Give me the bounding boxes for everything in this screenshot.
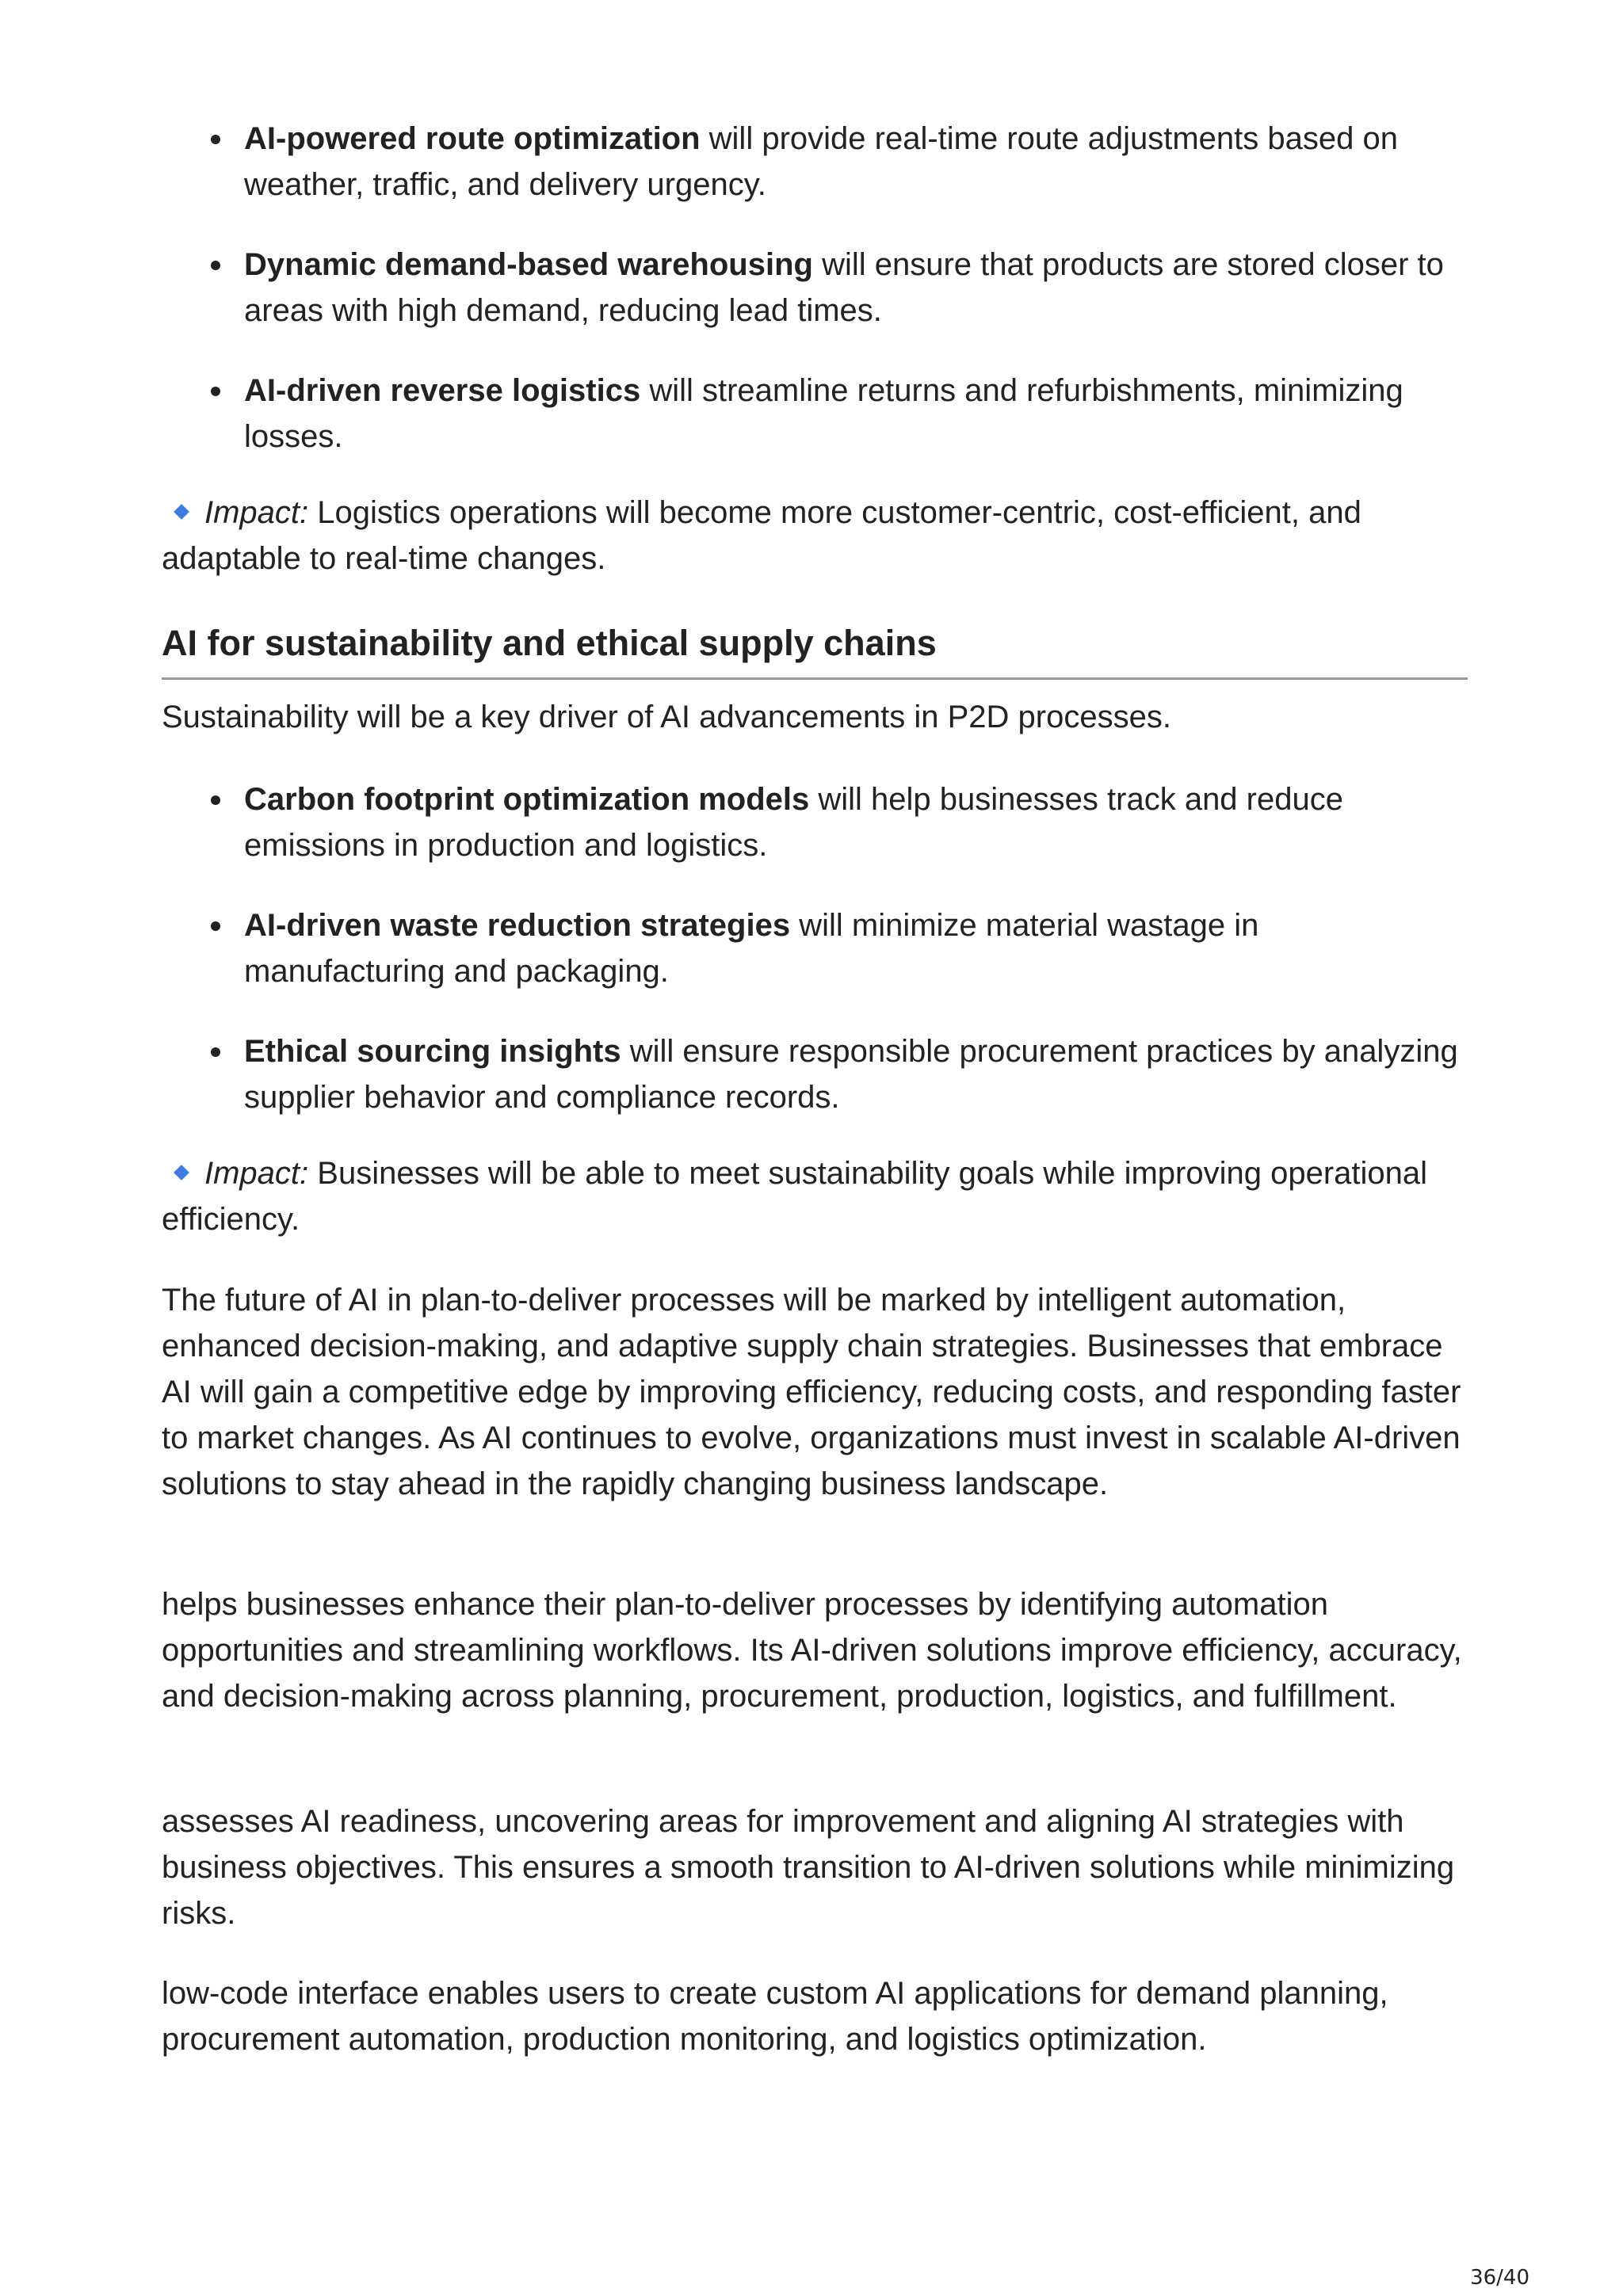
heading-divider xyxy=(162,677,1468,680)
impact-sustainability xyxy=(162,1150,1468,1242)
list-item xyxy=(162,776,1468,868)
helps-paragraph: helps businesses enhance their plan-to-deliver processes by identifying automation opportunities and streamlining workflows. Its AI-driven solutions improve efficiency, accuracy, and decision-making across planning, procurement, production, logistics, and fulfillment. xyxy=(162,1587,1462,1714)
bullet-term: AI-driven waste reduction strategies xyxy=(244,908,791,943)
impact-logistics xyxy=(162,490,1468,582)
section-heading: AI for sustainability and ethical supply chains xyxy=(162,623,937,663)
bullet-text: will help businesses track and reduce emissions in production and logistics. xyxy=(244,782,1343,863)
logistics-bullet-list xyxy=(162,116,1468,460)
impact-label: Impact: xyxy=(204,1156,309,1191)
bullet-text: will minimize material wastage in manufacturing and packaging. xyxy=(244,908,1259,989)
bullet-text: will streamline returns and refurbishments, minimizing losses. xyxy=(244,373,1403,454)
bullet-text: will ensure responsible procurement practices by analyzing supplier behavior and compliance records. xyxy=(244,1034,1458,1115)
impact-label: Impact: xyxy=(204,495,309,530)
impact-text: Businesses will be able to meet sustainability goals while improving operational efficiency. xyxy=(162,1156,1428,1237)
bullet-text: will provide real-time route adjustments based on weather, traffic, and delivery urgency. xyxy=(244,121,1398,202)
list-item xyxy=(162,116,1468,208)
blue-diamond-icon xyxy=(174,1165,189,1181)
lowcode-paragraph: low-code interface enables users to create custom AI applications for demand planning, procurement automation, production monitoring, and logistics optimization. xyxy=(162,1976,1388,2057)
bullet-term: Dynamic demand-based warehousing xyxy=(244,247,813,282)
impact-text: Logistics operations will become more customer-centric, cost-efficient, and adaptable to real-time changes. xyxy=(162,495,1361,576)
page-number: 36/40 xyxy=(1470,2266,1529,2290)
bullet-text: will ensure that products are stored closer to areas with high demand, reducing lead times. xyxy=(244,247,1444,328)
bullet-term: Ethical sourcing insights xyxy=(244,1034,621,1069)
sustainability-bullet-list xyxy=(162,776,1468,1120)
list-item xyxy=(162,368,1468,460)
list-item xyxy=(162,242,1468,334)
list-item xyxy=(162,902,1468,994)
assesses-paragraph: assesses AI readiness, uncovering areas for improvement and aligning AI strategies with business objectives. This ensures a smooth transition to AI-driven solutions while minimizing risks. xyxy=(162,1804,1455,1931)
bullet-term: AI-powered route optimization xyxy=(244,121,701,156)
conclusion-paragraph: The future of AI in plan-to-deliver processes will be marked by intelligent automation, enhanced decision-making, and adaptive supply chain strategies. Businesses that embrace AI will gain a competitive edge by improving efficiency, reducing costs, and responding faster to market changes. As AI continues to evolve, organizations must invest in scalable AI-driven solutions to stay ahead in the rapidly changing business landscape. xyxy=(162,1283,1461,1501)
blue-diamond-icon xyxy=(174,505,189,521)
list-item xyxy=(162,1028,1468,1120)
bullet-term: Carbon footprint optimization models xyxy=(244,782,810,817)
section-intro: Sustainability will be a key driver of AI advancements in P2D processes. xyxy=(162,700,1171,734)
bullet-term: AI-driven reverse logistics xyxy=(244,373,641,408)
